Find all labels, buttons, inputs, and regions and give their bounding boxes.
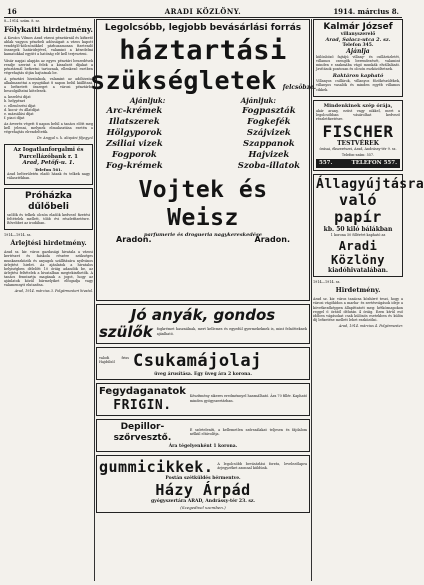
rubber-goods-text: A legolcsóbb bevásárlási forrás, levelezőlapra árjegyzéket azonnal küldünk. — [217, 461, 307, 470]
electrician-stock-title: Raktáron kapható — [332, 73, 384, 80]
electrician-text: különböző fajtájú villany- és csillárüzletét, villamos csengők berendezését, valamint minden e szakmába vágó munkák elvállalását. Javítások pontosan és olcsón eszközöltetnek. — [316, 55, 400, 72]
toothpaste-text: fogkrémet használnak, mert kellemes és egyedül gyermekeknek is, mint felnőtteknek ajánlható. — [156, 327, 307, 336]
notice-list — [4, 95, 93, 120]
watchmaker-headline: Mindenkinek szép órája, — [323, 102, 393, 109]
watchmaker-phone: Telefon-szám: 557. — [341, 153, 375, 158]
notice-paragraph: A pénztári hivatalnok, valamint az adóhivatal alkalmazottai a nyugtákat 8 napon belül kiállítani, a befizetett összeget a városi pénztárba beszolgáltatni kötelesek. — [4, 76, 93, 94]
product-item: Szoba-illatok — [237, 161, 300, 172]
watchmaker-address: órásai, ékszerészei, Arad, Andrássy-tér 9. sz. — [319, 146, 397, 151]
electrician-address: Arad, Salacz-utca 2. sz. — [325, 37, 391, 43]
notice-paragraph: Vásár napjai alapján az egyes pénztári beszedések rendje szerint a felek a kiszabott díjakat a pénztárnál befizetni tartoznak, ellenkező esetben végrehajtás útján hajtatnak be. — [4, 58, 93, 75]
rubber-goods-shipping: Postán szétküldés bérmentve. — [165, 476, 241, 481]
middle-column — [90, 19, 316, 513]
notice-signature: Dr. Angyal s. k. alispáni főjegyző — [37, 136, 93, 141]
depillor-price: Ára tégelyenként 1 korona. — [168, 444, 238, 449]
electrician-ad — [313, 19, 403, 97]
recommend-label: Ajánljuk: — [240, 96, 276, 105]
product-item: Fogkefék — [247, 117, 291, 128]
toothpaste-headline: Jó anyák, gondos — [130, 306, 276, 324]
recommend-label: Ajánljuk: — [130, 96, 166, 105]
bank-text: Arad belterületén eladó házak és telkek nagy választékban. — [7, 171, 90, 180]
pharmacy-address: gyógyszertára ARAD, Andrássy-tér 23. sz. — [151, 499, 255, 504]
vojtek-weisz-city: Aradon. — [254, 235, 290, 245]
product-item: Fog-krémek — [106, 161, 163, 172]
electrician-recommend: Ajánlja — [346, 48, 370, 55]
depillor-ad — [96, 419, 310, 452]
paper-headline: való papír — [334, 191, 382, 227]
notice-number: 1914—1914. sz. — [313, 280, 341, 285]
frigin-ad — [96, 383, 310, 416]
paper-sale-ad — [313, 174, 424, 277]
issue-date: 1914. március 8. — [333, 7, 399, 16]
depillor-title: Depillor-szőrvesztő. — [113, 422, 172, 443]
drugstore-banner: Legolcsóbb, legjobb bevásárlási forrás — [104, 23, 302, 33]
tender-title: Árlejtési hirdetmény. — [10, 239, 87, 248]
product-item: Szappanok — [243, 139, 295, 150]
electrician-trade: villanyszerelő — [340, 32, 376, 37]
bank-ad — [4, 144, 93, 185]
list-item: a. kezelési díjat — [4, 95, 31, 100]
phone-number: TELEFON 557. — [351, 160, 397, 167]
rubber-goods-ad — [96, 455, 310, 513]
product-item: Hölgyporok — [106, 128, 163, 139]
vineyard-ad — [4, 188, 93, 230]
cod-liver-oil-title: Csukamájolaj — [133, 351, 262, 371]
right-column — [313, 19, 424, 330]
tender-number: 1914—1914. sz. — [4, 233, 32, 238]
notice-title: Hirdetmény. — [335, 286, 381, 295]
product-list — [100, 106, 306, 172]
vineyard-text: szőlők és telkek olcsón eladók kedvező fizetési feltételek mellett, több évi részletfizetésre. Bővebbet az irodában. — [7, 212, 90, 226]
product-item: Illatszerek — [109, 117, 160, 128]
bank-name: Parcellázóbank r. 1 — [18, 153, 78, 160]
watchmaker-name: TESTVÉREK — [337, 139, 379, 147]
notice-number: 8—1914. szám. 8. sz. — [4, 19, 41, 23]
watchmaker-text: akár arany, ezüst vagy nikkel, mert a legolcsóbban vásárolhat kedvező részletfizetésre. — [316, 108, 400, 121]
frigin-headline: Fegydaganatok — [99, 386, 186, 397]
newspaper-title: ARADI KÖZLÖNY. — [164, 7, 242, 16]
notice-signature: Arad, 1914. március 4. Polgármester. — [338, 323, 403, 328]
list-item: d. kocsi- és állatdíjat — [4, 107, 40, 112]
frigin-text: Készítmény sikeres eredménnyel használható. Ára 70 fillér. Kapható minden gyógyszertárban. — [189, 394, 307, 403]
toothpaste-ad — [96, 304, 310, 344]
phone-number: 557. — [319, 160, 333, 167]
column-divider — [311, 19, 312, 581]
watchmaker-ad — [313, 100, 403, 171]
product-item: Hajvizek — [248, 150, 290, 161]
paper-headline: Állagyújtásra — [316, 177, 424, 193]
electrician-phone: Telefon 345. — [342, 43, 374, 48]
paper-price: 1 korona 50 fillérért kapható az — [330, 233, 386, 238]
bank-address: Arad, Petőfi-u. 1. — [22, 160, 75, 167]
page-number: 16 — [7, 7, 17, 16]
toothpaste-headline: szülők — [99, 323, 153, 341]
cod-liver-oil-intro: valodi friss Hajdúból — [99, 355, 129, 364]
notice-paragraph: A Kovács Vilmos Arad városi pénztárnál és kifizető ablak vagyon pénzbeli adósságait a város kapott vendéglő-kölcsönökkel párhuzamosan fizetendő összegek határidejével, valamint a késedelmi kamatokkal együtt a hatóság elé kell terjeszteni. — [4, 36, 93, 57]
pharmacy-note: (Szegedivel szemben.) — [180, 504, 226, 510]
electrician-stock-text: Villanyos csillárok, villanyos főzőkészülékek, villanyos vasalók és minden egyéb villamos cikkek. — [316, 79, 400, 92]
product-item: Arc-krémek — [106, 106, 163, 117]
notice-paragraph: Az árverés végett 8 napon belül a tanács előtt meg kell jelenni, melynek elmulasztása esetén a végrehajtás elrendeltetik. — [4, 121, 93, 135]
bank-phone: Telefon 561. — [34, 166, 63, 172]
list-item: f. piaci díjat — [4, 115, 25, 120]
frigin-brand: FRIGIN. — [113, 398, 172, 413]
tender-text: Arad sz. kir. város gazdasági hivatala a városi kertészet és faiskola részére szükséges munkaeszközök és anyagok szállítására nyilvános árlejtést hirdet. Az ajánlatok a hivatalos helyiségben délelőtt 10 óráig adandók be, az árlejtési feltételek a hivatalban megtekinthetők. A tanács fenntartja magának a jogot, hogy az ajánlatok közül bármelyiket elfogadja vagy valamennyit elutasítsa. — [4, 250, 93, 288]
product-item: Fogpaszták — [242, 106, 296, 117]
watchmaker-name: FISCHER — [322, 121, 394, 141]
paper-quantity: kb. 50 kiló bálákban — [323, 226, 393, 234]
notice-title: Fölykaiti hirdetmény. — [4, 25, 93, 35]
rubber-goods-title: gummicikkek. — [99, 458, 214, 476]
product-item: Zsiliai vizek — [106, 139, 163, 150]
product-item: Szájvizek — [246, 128, 291, 139]
watchmaker-phone-bar — [316, 159, 400, 168]
list-item: b. helypénzt — [4, 99, 26, 104]
vineyard-title: Próházka dűlőbeli — [25, 190, 72, 212]
electrician-name: Kalmár József — [323, 22, 393, 32]
column-divider — [94, 19, 95, 581]
cod-liver-oil-ad — [96, 347, 310, 380]
vojtek-weisz-city: Aradon. — [116, 235, 152, 245]
left-column — [4, 19, 93, 295]
paper-publisher: Aradi Közlöny — [330, 239, 386, 268]
drugstore-headline-suffix: felcsöbze. — [282, 84, 316, 91]
bank-name: Az Iogatlanforgalmi és — [13, 147, 84, 154]
list-item: e. mázsálási díjat — [4, 111, 34, 116]
vojtek-weisz-name: Vojtek és Weisz — [138, 177, 268, 232]
vojtek-weisz-subtitle: parfumerie és drogueria nagykereskedése — [144, 232, 262, 239]
notice-text: Arad sz. kir. város tanácsa közhírré teszi, hogy a városi vágóhídon a marha- és sertésvágások ideje a következőképpen állapíttatott meg: hétköznapokon reggel 6 órától délután 4 óráig. Ezen kívül eső időben vágásokat csak különös esetekben és külön díj lefizetése mellett lehet eszközölni. — [313, 297, 403, 322]
drugstore-headline: háztartási — [119, 35, 287, 66]
drugstore-headline: szükségletek — [90, 66, 277, 95]
depillor-text: E szőrteleníti, a kellemetlen szőrszálakat teljesen és fájdalom nélkül eltávolítja. — [189, 427, 307, 436]
paper-publisher-office: kiadóhivatalában. — [328, 267, 388, 275]
cod-liver-oil-price: üveg árusítása. Egy üveg ára 2 korona. — [154, 372, 252, 377]
tender-signature: Arad, 1914. március 3. Polgármesteri hivatal. — [14, 289, 93, 294]
page-header — [4, 5, 402, 17]
pharmacy-name: Házy Árpád — [155, 481, 251, 499]
drugstore-ad — [90, 19, 316, 301]
header-rule — [4, 17, 402, 18]
list-item: c. ellenőrzési díjat — [4, 103, 36, 108]
product-item: Fogporok — [111, 150, 157, 161]
